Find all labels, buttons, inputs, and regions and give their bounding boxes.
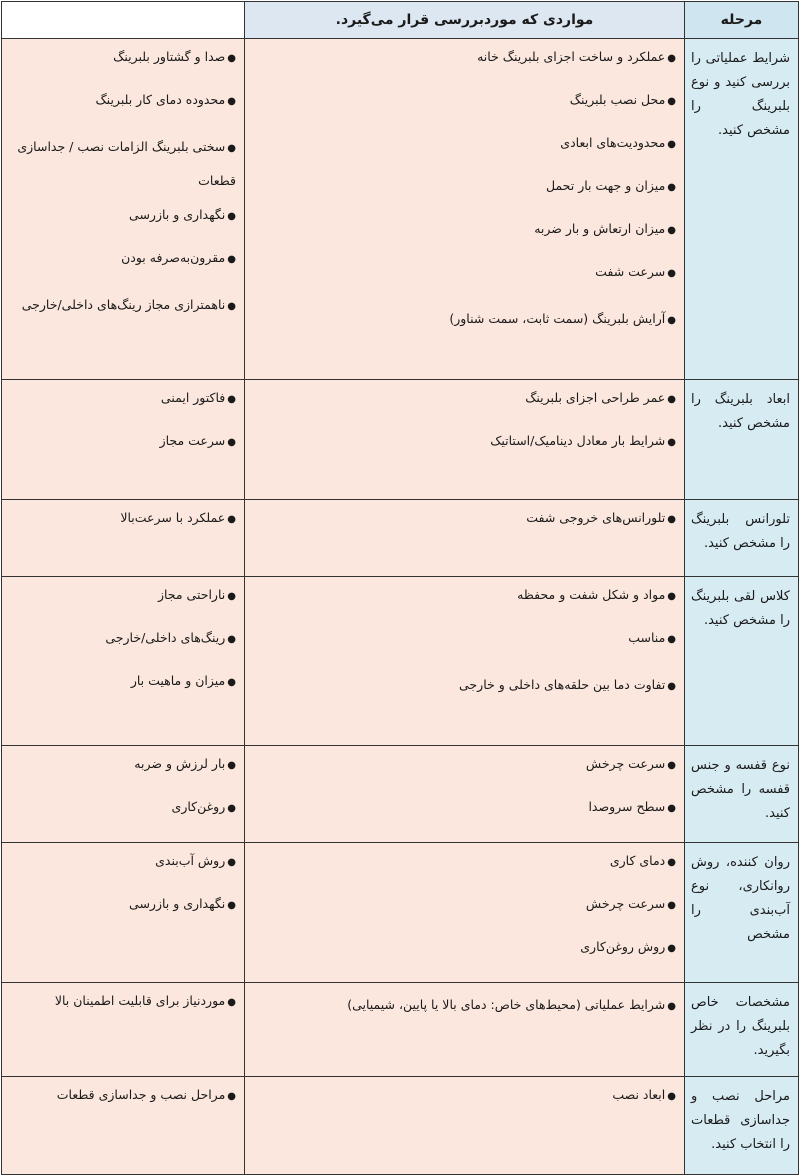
list-item [253, 429, 676, 472]
list-item [253, 989, 676, 1061]
extra-list [10, 989, 236, 1032]
bullet-icon: ● [667, 225, 676, 236]
extra-cell [2, 380, 245, 500]
list-item [10, 386, 236, 429]
list-item-text: سختی بلبرینگ الزامات نصب / جداسازی قطعات [17, 139, 236, 188]
extra-list [10, 1083, 236, 1126]
bullet-icon: ● [227, 514, 236, 525]
bullet-icon: ● [667, 857, 676, 868]
list-item [10, 88, 236, 131]
list-item-text: روش آب‌بندی [155, 853, 226, 868]
list-item-text: محدوده دمای کار بلبرینگ [95, 92, 226, 107]
list-item [10, 203, 236, 246]
list-item [10, 45, 236, 88]
bullet-icon: ● [227, 394, 236, 405]
bullet-icon: ● [667, 394, 676, 405]
list-item [253, 303, 676, 375]
header-extra [2, 2, 245, 39]
list-item [10, 131, 236, 203]
list-item-text: عملکرد و ساخت اجزای بلبرینگ خانه [477, 49, 666, 64]
list-item [253, 174, 676, 217]
table-row [2, 577, 799, 746]
list-item-text: سرعت چرخش [585, 756, 666, 771]
extra-list [10, 752, 236, 838]
bullet-icon: ● [227, 143, 236, 154]
items-cell [245, 983, 685, 1077]
bullet-icon: ● [227, 96, 236, 107]
items-list [253, 849, 676, 978]
bullet-icon: ● [667, 182, 676, 193]
bullet-icon: ● [667, 139, 676, 150]
items-cell [245, 380, 685, 500]
list-item-text: نگهداری و بازرسی [129, 207, 226, 222]
bullet-icon: ● [227, 803, 236, 814]
list-item-text: ناهمترازی مجاز رینگ‌های داخلی/خارجی [21, 297, 226, 312]
list-item [10, 246, 236, 289]
list-item [253, 849, 676, 892]
extra-list [10, 583, 236, 712]
list-item [10, 752, 236, 795]
items-cell [245, 1077, 685, 1175]
extra-cell [2, 500, 245, 577]
list-item-text: عملکرد با سرعت‌بالا [120, 510, 226, 525]
bullet-icon: ● [667, 943, 676, 954]
list-item [10, 429, 236, 472]
list-item [253, 626, 676, 669]
list-item [253, 669, 676, 741]
list-item [10, 892, 236, 935]
table-row [2, 39, 799, 380]
bullet-icon: ● [227, 53, 236, 64]
list-item [10, 795, 236, 838]
list-item-text: ابعاد نصب [612, 1087, 666, 1102]
bullet-icon: ● [227, 677, 236, 688]
bullet-icon: ● [667, 53, 676, 64]
bullet-icon: ● [667, 760, 676, 771]
bullet-icon: ● [667, 900, 676, 911]
bullet-icon: ● [667, 803, 676, 814]
bullet-icon: ● [227, 591, 236, 602]
bullet-icon: ● [227, 437, 236, 448]
list-item-text: فاکتور ایمنی [160, 390, 226, 405]
stage-cell: تلورانس بلبرینگ را مشخص کنید. [685, 500, 799, 577]
items-list [253, 752, 676, 838]
stage-cell: شرایط عملیاتی را بررسی کنید و نوع بلبرینگ را مشخص کنید. [685, 39, 799, 380]
extra-cell [2, 1077, 245, 1175]
header-row [2, 2, 799, 39]
header-stage: مرحله [685, 2, 799, 39]
items-cell [245, 577, 685, 746]
list-item [253, 752, 676, 795]
table-row [2, 380, 799, 500]
items-list [253, 45, 676, 375]
bullet-icon: ● [227, 997, 236, 1008]
list-item-text: دمای کاری [609, 853, 666, 868]
list-item-text: سرعت شفت [595, 264, 666, 279]
list-item-text: آرایش بلبرینگ (سمت ثابت، سمت شناور) [449, 311, 666, 326]
list-item [253, 260, 676, 303]
table-row [2, 843, 799, 983]
bullet-icon: ● [667, 268, 676, 279]
list-item-text: مقرون‌به‌صرفه بودن [121, 250, 226, 265]
bullet-icon: ● [227, 211, 236, 222]
stage-cell: روان کننده، روش روانکاری، نوع آب‌بندی را مشخص [685, 843, 799, 983]
bullet-icon: ● [667, 437, 676, 448]
stage-cell: ابعاد بلبرینگ را مشخص کنید. [685, 380, 799, 500]
items-list [253, 583, 676, 741]
list-item-text: میزان ارتعاش و بار ضربه [534, 221, 666, 236]
extra-cell [2, 983, 245, 1077]
table-row [2, 746, 799, 843]
list-item [10, 506, 236, 549]
list-item-text: صدا و گشتاور بلبرینگ [113, 49, 226, 64]
items-list [253, 989, 676, 1061]
extra-list [10, 849, 236, 935]
bullet-icon: ● [667, 1001, 676, 1012]
extra-list [10, 386, 236, 472]
extra-cell [2, 746, 245, 843]
items-cell [245, 39, 685, 380]
stage-cell: مراحل نصب و جداسازی قطعات را انتخاب کنید. [685, 1077, 799, 1175]
bullet-icon: ● [667, 96, 676, 107]
bullet-icon: ● [227, 857, 236, 868]
bullet-icon: ● [227, 254, 236, 265]
items-cell [245, 746, 685, 843]
stage-cell: نوع قفسه و جنس قفسه را مشخص کنید. [685, 746, 799, 843]
list-item [253, 583, 676, 626]
extra-cell [2, 577, 245, 746]
list-item-text: محل نصب بلبرینگ [569, 92, 666, 107]
stage-cell: مشخصات خاص بلبرینگ را در نظر بگیرید. [685, 983, 799, 1077]
bullet-icon: ● [227, 1091, 236, 1102]
list-item-text: روش روغن‌کاری [580, 939, 666, 954]
items-cell [245, 843, 685, 983]
list-item [253, 131, 676, 174]
list-item [10, 626, 236, 669]
table-row [2, 983, 799, 1077]
extra-cell [2, 39, 245, 380]
list-item [253, 88, 676, 131]
items-list [253, 1083, 676, 1126]
bullet-icon: ● [227, 301, 236, 312]
list-item [10, 989, 236, 1032]
list-item-text: روغن‌کاری [171, 799, 226, 814]
bullet-icon: ● [667, 591, 676, 602]
bearing-selection-table [1, 1, 799, 1175]
list-item [253, 1083, 676, 1126]
list-item-text: سرعت چرخش [585, 896, 666, 911]
bullet-icon: ● [667, 681, 676, 692]
list-item-text: میزان و ماهیت بار [130, 673, 226, 688]
list-item-text: میزان و جهت بار تحمل [545, 178, 666, 193]
list-item-text: سطح سروصدا [588, 799, 666, 814]
list-item [10, 669, 236, 712]
list-item [253, 386, 676, 429]
list-item [10, 289, 236, 361]
list-item-text: شرایط عملیاتی (محیط‌های خاص: دمای بالا یا پایین، شیمیایی) [347, 997, 666, 1012]
bullet-icon: ● [667, 634, 676, 645]
bullet-icon: ● [667, 1091, 676, 1102]
stage-cell: کلاس لقی بلبرینگ را مشخص کنید. [685, 577, 799, 746]
list-item-text: عمر طراحی اجزای بلبرینگ [525, 390, 666, 405]
bullet-icon: ● [227, 760, 236, 771]
extra-list [10, 506, 236, 549]
list-item-text: موردنیاز برای قابلیت اطمینان بالا [54, 993, 226, 1008]
extra-list [10, 45, 236, 361]
items-list [253, 506, 676, 549]
list-item [253, 935, 676, 978]
bullet-icon: ● [227, 900, 236, 911]
bullet-icon: ● [667, 315, 676, 326]
list-item-text: نگهداری و بازرسی [129, 896, 226, 911]
list-item-text: مواد و شکل شفت و محفظه [517, 587, 666, 602]
bullet-icon: ● [227, 634, 236, 645]
extra-cell [2, 843, 245, 983]
list-item-text: مراحل نصب و جداسازی قطعات [56, 1087, 226, 1102]
list-item [253, 795, 676, 838]
items-cell [245, 500, 685, 577]
items-list [253, 386, 676, 472]
list-item-text: بار لرزش و ضربه [134, 756, 226, 771]
list-item-text: تلورانس‌های خروجی شفت [526, 510, 666, 525]
list-item-text: شرایط بار معادل دینامیک/استاتیک [490, 433, 666, 448]
list-item-text: مناسب [628, 630, 666, 645]
list-item-text: سرعت مجاز [159, 433, 226, 448]
table-row [2, 1077, 799, 1175]
list-item [253, 45, 676, 88]
list-item-text: ناراحتی مجاز [157, 587, 226, 602]
list-item-text: رینگ‌های داخلی/خارجی [105, 630, 226, 645]
list-item [253, 506, 676, 549]
list-item-text: محدودیت‌های ابعادی [560, 135, 666, 150]
list-item [10, 583, 236, 626]
list-item [253, 217, 676, 260]
list-item [10, 1083, 236, 1126]
header-items: مواردی که موردبررسی قرار می‌گیرد. [245, 2, 685, 39]
list-item-text: تفاوت دما بین حلقه‌های داخلی و خارجی [459, 677, 666, 692]
list-item [10, 849, 236, 892]
bullet-icon: ● [667, 514, 676, 525]
table-row [2, 500, 799, 577]
list-item [253, 892, 676, 935]
